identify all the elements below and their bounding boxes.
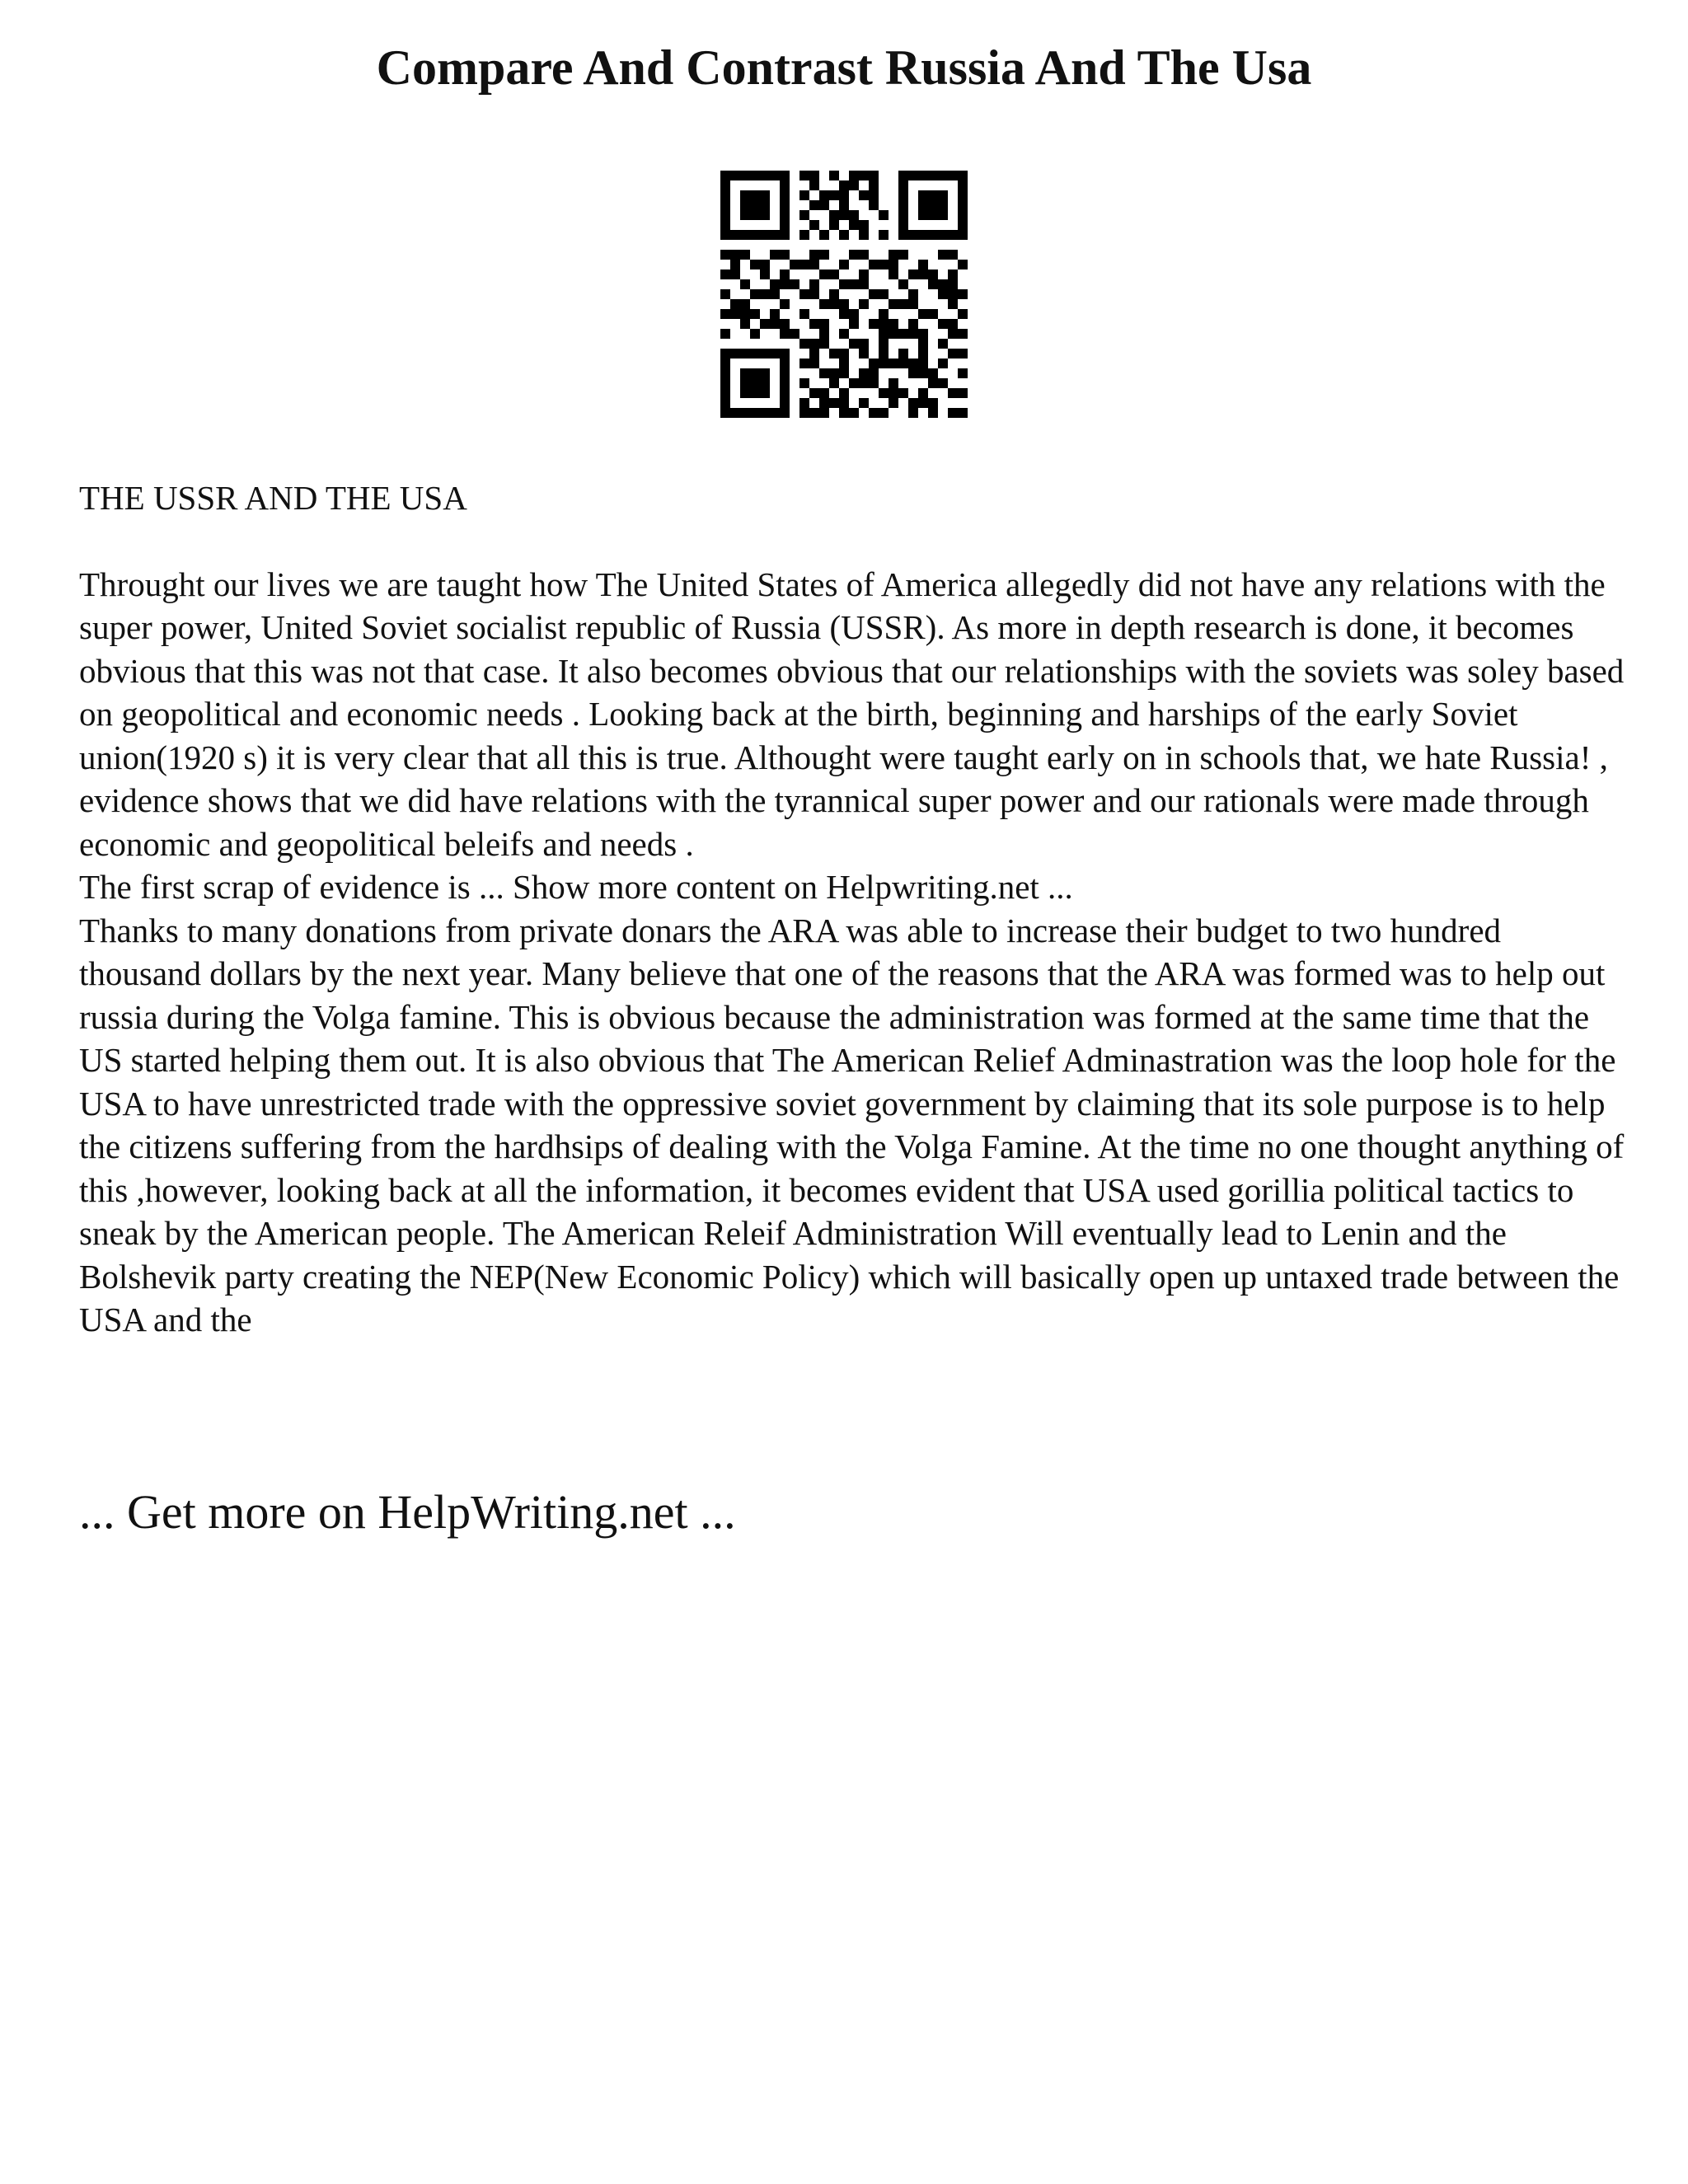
qr-code-graphic <box>720 171 968 418</box>
page-title: Compare And Contrast Russia And The Usa <box>376 40 1312 95</box>
qr-code-icon <box>720 171 968 418</box>
paragraph-intro: Throught our lives we are taught how The United States of America allegedly did not have any relations with the super power, United Soviet socialist republic of Russia (USSR). As more in depth research is done, it becomes obvious that this was not that case. It also becomes obvious that our relationships with the soviets was soley based on geopolitical and economic needs . Looking back at the birth, beginning and harships of the early Soviet union(1920 s) it is very clear that all this is true. Althought were taught early on in schools that, we hate Russia! , evidence shows that we did have relations with the tyrannical super power and our rationals were made through economic and geopolitical beleifs and needs . <box>79 565 1625 863</box>
paragraph-ara: Thanks to many donations from private donars the ARA was able to increase their budget to two hundred thousand dollars by the next year. Many believe that one of the reasons that the ARA was formed was to help out russia during the Volga famine. This is obvious because the administration was formed at the same time that the US started helping them out. It is also obvious that The American Relief Adminastration was the loop hole for the USA to have unrestricted trade with the oppressive soviet government by claiming that its sole purpose is to help the citizens suffering from the hardhsips of dealing with the Volga Famine. At the time no one thought anything of this ,however, looking back at all the information, it becomes evident that USA used gorillia political tactics to sneak by the American people. The American Releif Administration Will eventually lead to Lenin and the Bolshevik party creating the NEP(New Economic Policy) which will basically open up untaxed trade between the USA and the <box>79 911 1625 1338</box>
paragraph-show-more: The first scrap of evidence is ... Show more content on Helpwriting.net ... <box>79 868 1073 906</box>
article-body <box>79 476 1629 1342</box>
section-heading: THE USSR AND THE USA <box>79 479 467 517</box>
get-more-link[interactable]: ... Get more on HelpWriting.net ... <box>79 1485 736 1539</box>
